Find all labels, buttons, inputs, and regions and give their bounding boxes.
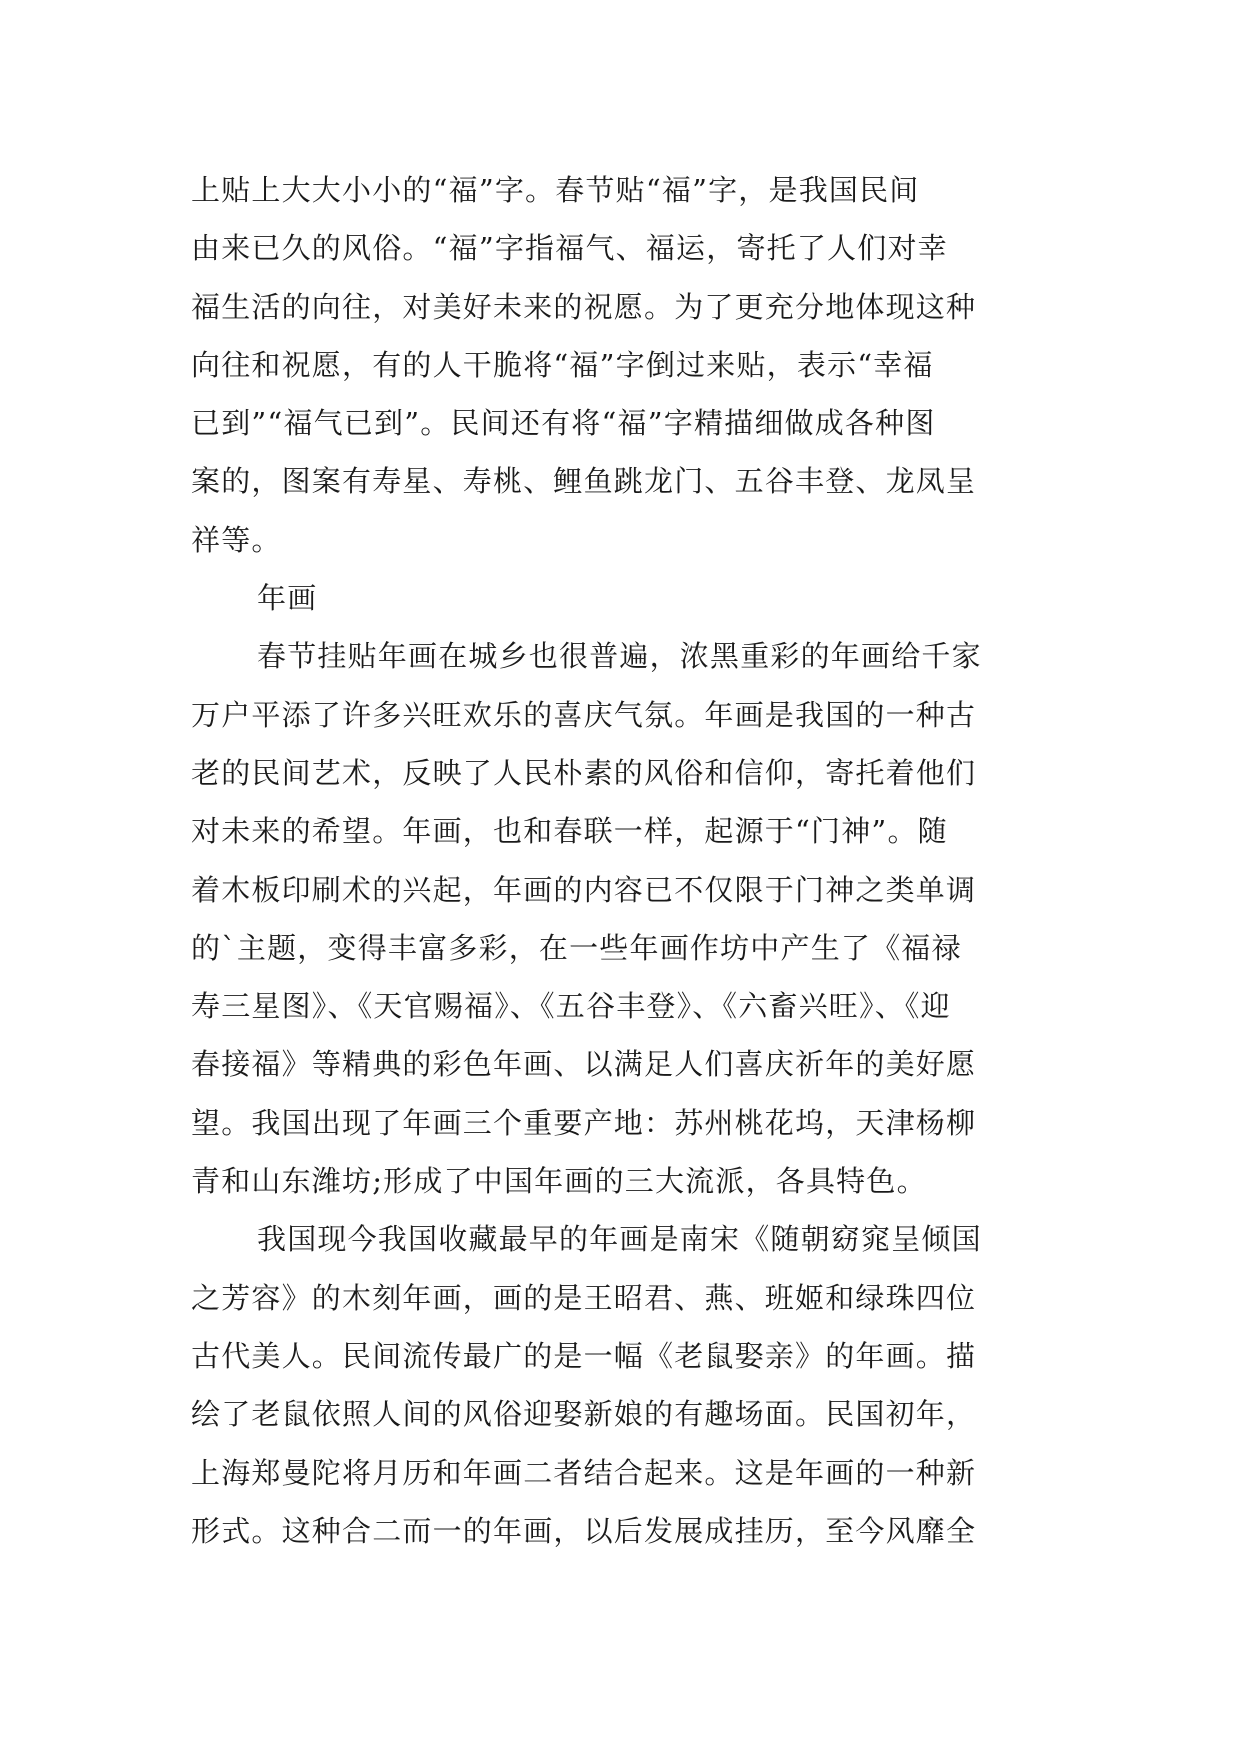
section-heading: 年画: [257, 581, 318, 616]
text-line: 望。我国出现了年画三个重要产地：苏州桃花坞，天津杨柳: [191, 1105, 977, 1140]
text-line: 由来已久的风俗。“福”字指福气、福运，寄托了人们对幸: [191, 231, 948, 266]
text-line: 万户平添了许多兴旺欢乐的喜庆气氛。年画是我国的一种古: [191, 697, 977, 732]
text-line: 对未来的希望。年画，也和春联一样，起源于“门神”。随: [191, 814, 948, 849]
text-line: 老的民间艺术，反映了人民朴素的风俗和信仰，寄托着他们: [191, 755, 977, 790]
text-line: 案的，图案有寿星、寿桃、鲤鱼跳龙门、五谷丰登、龙凤呈: [191, 464, 977, 499]
text-line: 之芳容》的木刻年画，画的是王昭君、燕、班姬和绿珠四位: [191, 1280, 977, 1315]
text-line: 的`主题，变得丰富多彩，在一些年画作坊中产生了《福禄: [191, 930, 962, 965]
text-line: 青和山东潍坊;形成了中国年画的三大流派，各具特色。: [191, 1164, 927, 1199]
text-line: 绘了老鼠依照人间的风俗迎娶新娘的有趣场面。民国初年，: [191, 1397, 977, 1432]
text-line: 春接福》等精典的彩色年画、以满足人们喜庆祈年的美好愿: [191, 1047, 977, 1082]
text-line: 上海郑曼陀将月历和年画二者结合起来。这是年画的一种新: [191, 1455, 977, 1490]
text-line: 向往和祝愿，有的人干脆将“福”字倒过来贴，表示“幸福: [191, 347, 934, 382]
text-line: 祥等。: [191, 522, 282, 557]
text-line: 福生活的向往，对美好未来的祝愿。为了更充分地体现这种: [191, 289, 977, 324]
text-line: 古代美人。民间流传最广的是一幅《老鼠娶亲》的年画。描: [191, 1338, 977, 1373]
text-line: 着木板印刷术的兴起，年画的内容已不仅限于门神之类单调: [191, 872, 977, 907]
text-line: 形式。这种合二而一的年画，以后发展成挂历，至今风靡全: [191, 1513, 977, 1548]
paragraph-first-line: 我国现今我国收藏最早的年画是南宋《随朝窈窕呈倾国: [257, 1222, 982, 1257]
paragraph-first-line: 春节挂贴年画在城乡也很普遍，浓黑重彩的年画给千家: [257, 639, 982, 674]
text-line: 寿三星图》、《天官赐福》、《五谷丰登》、《六畜兴旺》、《迎: [191, 989, 951, 1024]
document-body: [191, 161, 1051, 1560]
text-line: 上贴上大大小小的“福”字。春节贴“福”字，是我国民间: [191, 173, 920, 207]
text-line: 已到”“福气已到”。民间还有将“福”字精描细做成各种图: [191, 406, 936, 441]
